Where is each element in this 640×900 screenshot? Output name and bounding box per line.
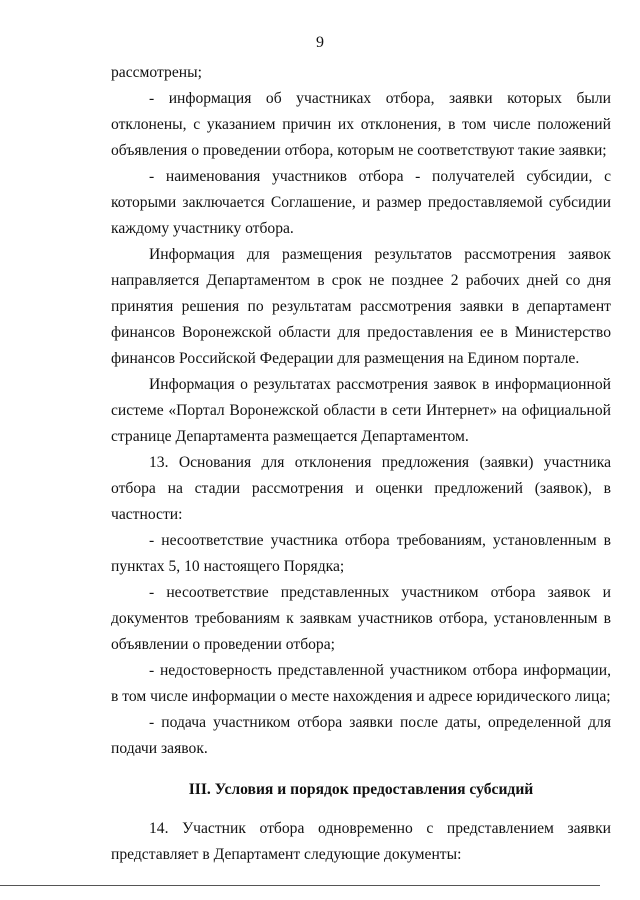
bottom-scan-line [0, 885, 600, 886]
page-number: 9 [316, 34, 324, 51]
paragraph-rejected-participants: - информация об участниках отбора, заявки которых были отклонены, с указанием причин их отклонения, в том числе положений объявления о проведении отбора, которым не соответствуют такие заявки; [111, 90, 611, 159]
document-body [111, 60, 611, 868]
paragraph-subsidy-recipients: - наименования участников отбора - получателей субсидии, с которыми заключается Соглашение, и размер предоставляемой субсидии каждому участнику отбора. [111, 168, 611, 237]
section-heading: III. Условия и порядок предоставления субсидий [188, 781, 534, 798]
paragraph-portal-information: Информация о результатах рассмотрения заявок в информационной системе «Портал Воронежской области в сети Интернет» на официальной странице Департамента размещается Департаментом. [111, 376, 611, 445]
list-item-documents-mismatch: - несоответствие представленных участником отбора заявок и документов требованиям к заявкам участников отбора, установленным в объявлении о проведении отбора; [111, 584, 611, 653]
paragraph-results-publication: Информация для размещения результатов рассмотрения заявок направляется Департаментом в срок не позднее 2 рабочих дней со дня принятия решения по результатам рассмотрения заявки в департамент финансов Воронежской области для предоставления ее в Министерство финансов Российской Федерации для размещения на Едином портале. [111, 246, 611, 367]
list-item-late-submission: - подача участником отбора заявки после даты, определенной для подачи заявок. [111, 714, 611, 757]
paragraph-section-14: 14. Участник отбора одновременно с представлением заявки представляет в Департамент следующие документы: [111, 820, 611, 863]
list-item-requirements-mismatch: - несоответствие участника отбора требованиям, установленным в пунктах 5, 10 настоящего Порядка; [111, 532, 611, 575]
paragraph-section-13: 13. Основания для отклонения предложения (заявки) участника отбора на стадии рассмотрения и оценки предложений (заявок), в частности: [111, 454, 611, 523]
paragraph-continuation: рассмотрены; [111, 64, 202, 81]
list-item-unreliable-information: - недостоверность представленной участником отбора информации, в том числе информации о месте нахождения и адресе юридического лица; [111, 662, 611, 705]
